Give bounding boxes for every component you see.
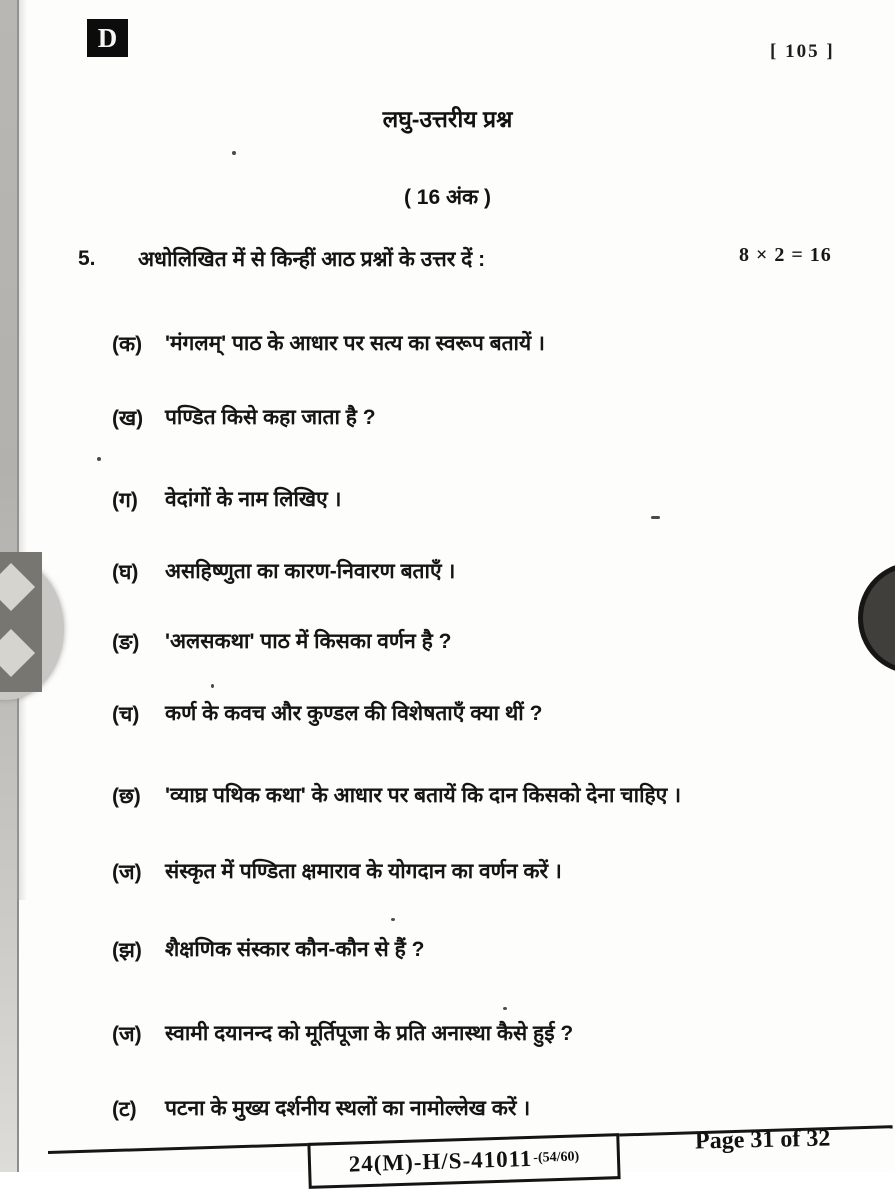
scan-speck bbox=[97, 457, 101, 461]
question-text: असहिष्णुता का कारण-निवारण बताएँ । bbox=[165, 560, 456, 583]
question-label: (क) bbox=[112, 333, 143, 356]
question-text: वेदांगों के नाम लिखिए । bbox=[165, 488, 342, 511]
question-label: (ट) bbox=[112, 1098, 137, 1121]
page-number-bracket: [ 105 ] bbox=[770, 41, 835, 62]
question-text: स्वामी दयानन्द को मूर्तिपूजा के प्रति अनास्था कैसे हुई ? bbox=[165, 1022, 574, 1045]
question-label: (झ) bbox=[112, 939, 142, 962]
question5-marks: 8 × 2 = 16 bbox=[739, 244, 832, 266]
section-title: लघु-उत्तरीय प्रश्न bbox=[382, 106, 513, 132]
question-label: (ज) bbox=[112, 861, 142, 884]
question-label: (ग) bbox=[112, 489, 138, 512]
question-text: 'अलसकथा' पाठ में किसका वर्णन है ? bbox=[165, 630, 452, 653]
question-label: (ङ) bbox=[112, 631, 140, 654]
scan-speck bbox=[651, 516, 660, 519]
paper-code: 24(M)-H/S-41011 bbox=[348, 1145, 533, 1177]
scan-speck bbox=[391, 918, 395, 921]
question5-instruction: अधोलिखित में से किन्हीं आठ प्रश्नों के उत्तर दें : bbox=[138, 248, 486, 271]
scan-speck bbox=[232, 151, 236, 155]
paper-code-suffix: -(54/60) bbox=[533, 1149, 580, 1166]
question-text: 'मंगलम्' पाठ के आधार पर सत्य का स्वरूप बतायें । bbox=[165, 332, 545, 355]
question-label: (ख) bbox=[112, 407, 144, 430]
question-label: (च) bbox=[112, 703, 140, 726]
question-text: पण्डित किसे कहा जाता है ? bbox=[165, 406, 376, 429]
section-marks-heading: ( 16 अंक ) bbox=[403, 186, 492, 209]
question-text: शैक्षणिक संस्कार कौन-कौन से हैं ? bbox=[165, 938, 425, 961]
question-label: (घ) bbox=[112, 561, 139, 584]
right-scan-hole bbox=[858, 562, 895, 674]
question-text: कर्ण के कवच और कुण्डल की विशेषताएँ क्या थीं ? bbox=[165, 702, 543, 725]
page-counter: Page 31 of 32 bbox=[694, 1125, 831, 1155]
question-text: पटना के मुख्य दर्शनीय स्थलों का नामोल्लेख करें । bbox=[165, 1097, 531, 1120]
scan-speck bbox=[503, 1007, 507, 1010]
paper-code-box bbox=[307, 1133, 620, 1189]
question-text: संस्कृत में पण्डिता क्षमाराव के योगदान का वर्णन करें । bbox=[165, 860, 562, 883]
scan-edge-shadow bbox=[17, 0, 27, 900]
scan-speck bbox=[211, 684, 214, 688]
question-label: (छ) bbox=[112, 785, 141, 808]
set-code-badge: D bbox=[87, 19, 128, 57]
question-text: 'व्याघ्र पथिक कथा' के आधार पर बतायें कि दान किसको देना चाहिए । bbox=[165, 784, 682, 807]
question5-number: 5. bbox=[78, 247, 96, 270]
question-label: (ज) bbox=[112, 1023, 142, 1046]
